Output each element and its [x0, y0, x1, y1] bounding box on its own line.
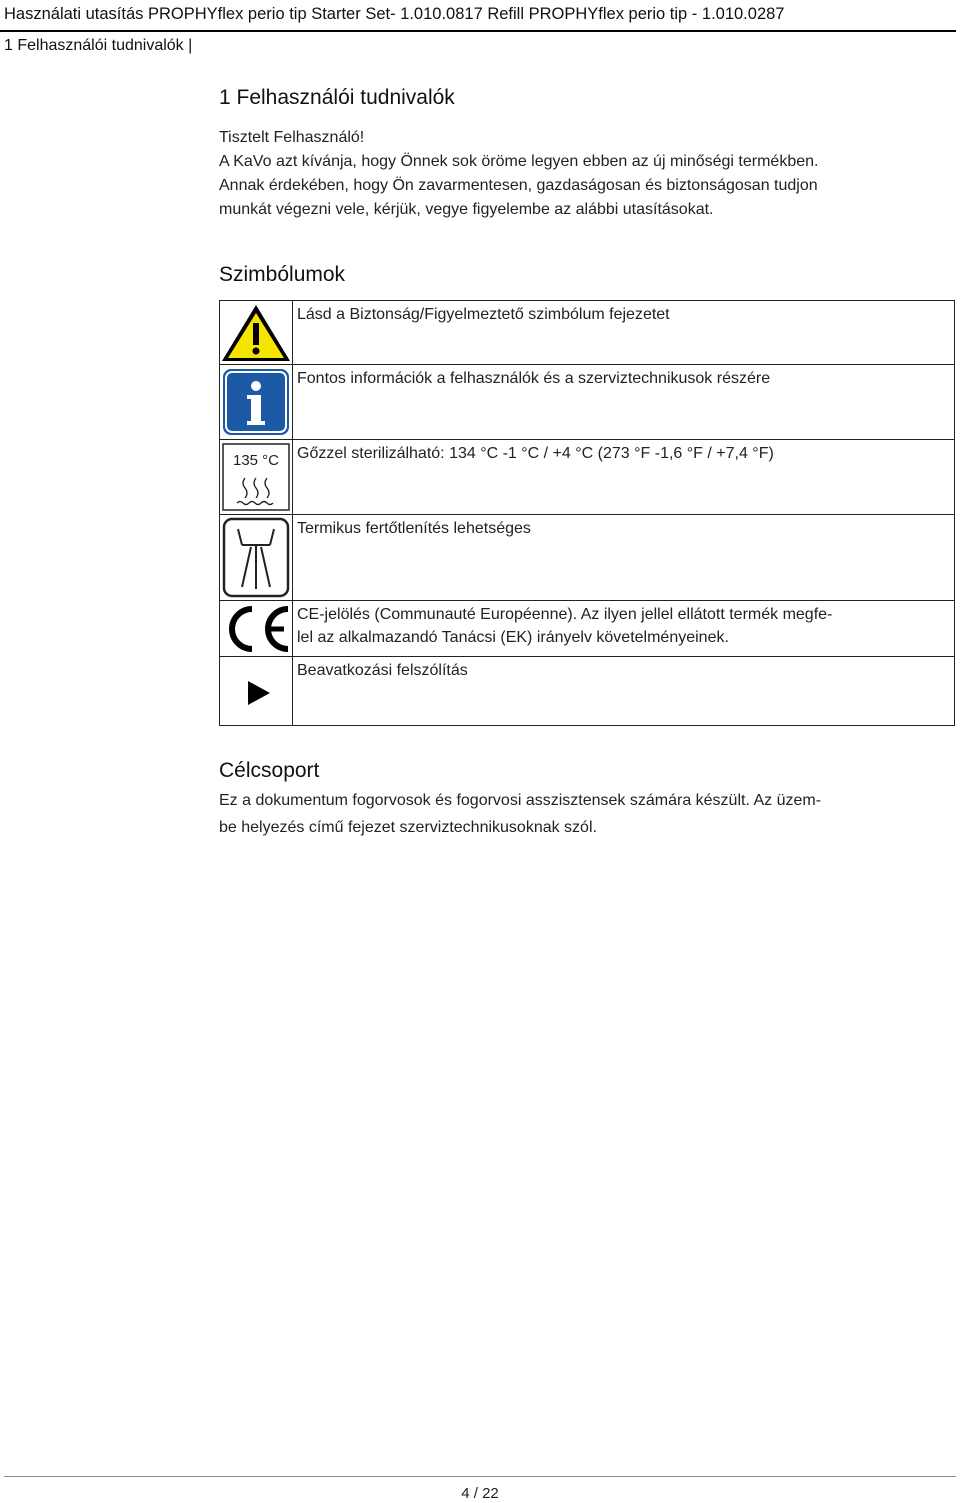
action-arrow-icon [220, 657, 292, 725]
intro-line: munkát végezni vele, kérjük, vegye figyelembe az alábbi utasításokat. [219, 201, 714, 218]
symbol-description: Gőzzel sterilizálható: 134 °C -1 °C / +4 °C (273 °F -1,6 °F / +7,4 °F) [293, 440, 955, 515]
warning-triangle-icon [220, 301, 292, 364]
target-group-paragraph [219, 787, 956, 841]
symbols-heading: Szimbólumok [219, 263, 346, 286]
main-content [219, 84, 956, 836]
intro-paragraph [219, 126, 956, 222]
symbol-description: Fontos információk a felhasználók és a szerviztechnikusok részére [293, 365, 955, 440]
sterilization-temperature-label: 135 °C [232, 452, 280, 469]
information-icon [220, 365, 292, 439]
symbol-description: Lásd a Biztonság/Figyelmeztető szimbólum fejezetet [293, 301, 955, 365]
symbols-table [219, 300, 955, 726]
symbol-description: Beavatkozási felszólítás [293, 657, 955, 726]
footer-divider [4, 1476, 956, 1477]
target-group-heading: Célcsoport [219, 759, 320, 782]
steam-sterilization-icon [220, 440, 292, 514]
target-group-line: Ez a dokumentum fogorvosok és fogorvosi asszisztensek számára készült. Az üzem- [219, 792, 822, 809]
page-number: 4 / 22 [461, 1485, 499, 1502]
thermal-disinfection-icon [220, 515, 292, 600]
breadcrumb: 1 Felhasználói tudnivalók | [4, 37, 193, 54]
symbol-row-ce-mark [220, 601, 955, 657]
target-group-line: be helyezés című fejezet szerviztechnikusoknak szól. [219, 819, 597, 836]
symbol-row-information [220, 365, 955, 440]
symbol-description-line: lel az alkalmazandó Tanácsi (EK) irányelv követelményeinek. [297, 629, 729, 646]
intro-line: A KaVo azt kívánja, hogy Önnek sok öröme legyen ebben az új minőségi termékben. [219, 153, 819, 170]
intro-line: Annak érdekében, hogy Ön zavarmentesen, gazdaságosan és biztonságosan tudjon [219, 177, 818, 194]
ce-mark-icon [220, 601, 292, 656]
symbol-row-warning [220, 301, 955, 365]
symbol-row-steam-sterilization [220, 440, 955, 515]
header-divider [0, 30, 956, 32]
intro-line: Tisztelt Felhasználó! [219, 129, 365, 146]
symbol-row-thermal-disinfection [220, 515, 955, 601]
symbol-row-action [220, 657, 955, 726]
symbol-description: Termikus fertőtlenítés lehetséges [293, 515, 955, 601]
symbol-description-line: CE-jelölés (Communauté Européenne). Az ilyen jellel ellátott termék megfe- [297, 606, 833, 623]
section-title: 1 Felhasználói tudnivalók [219, 86, 455, 109]
symbol-description [293, 601, 955, 657]
document-title: Használati utasítás PROPHYflex perio tip Starter Set- 1.010.0817 Refill PROPHYflex perio tip - 1.010.0287 [4, 5, 785, 23]
